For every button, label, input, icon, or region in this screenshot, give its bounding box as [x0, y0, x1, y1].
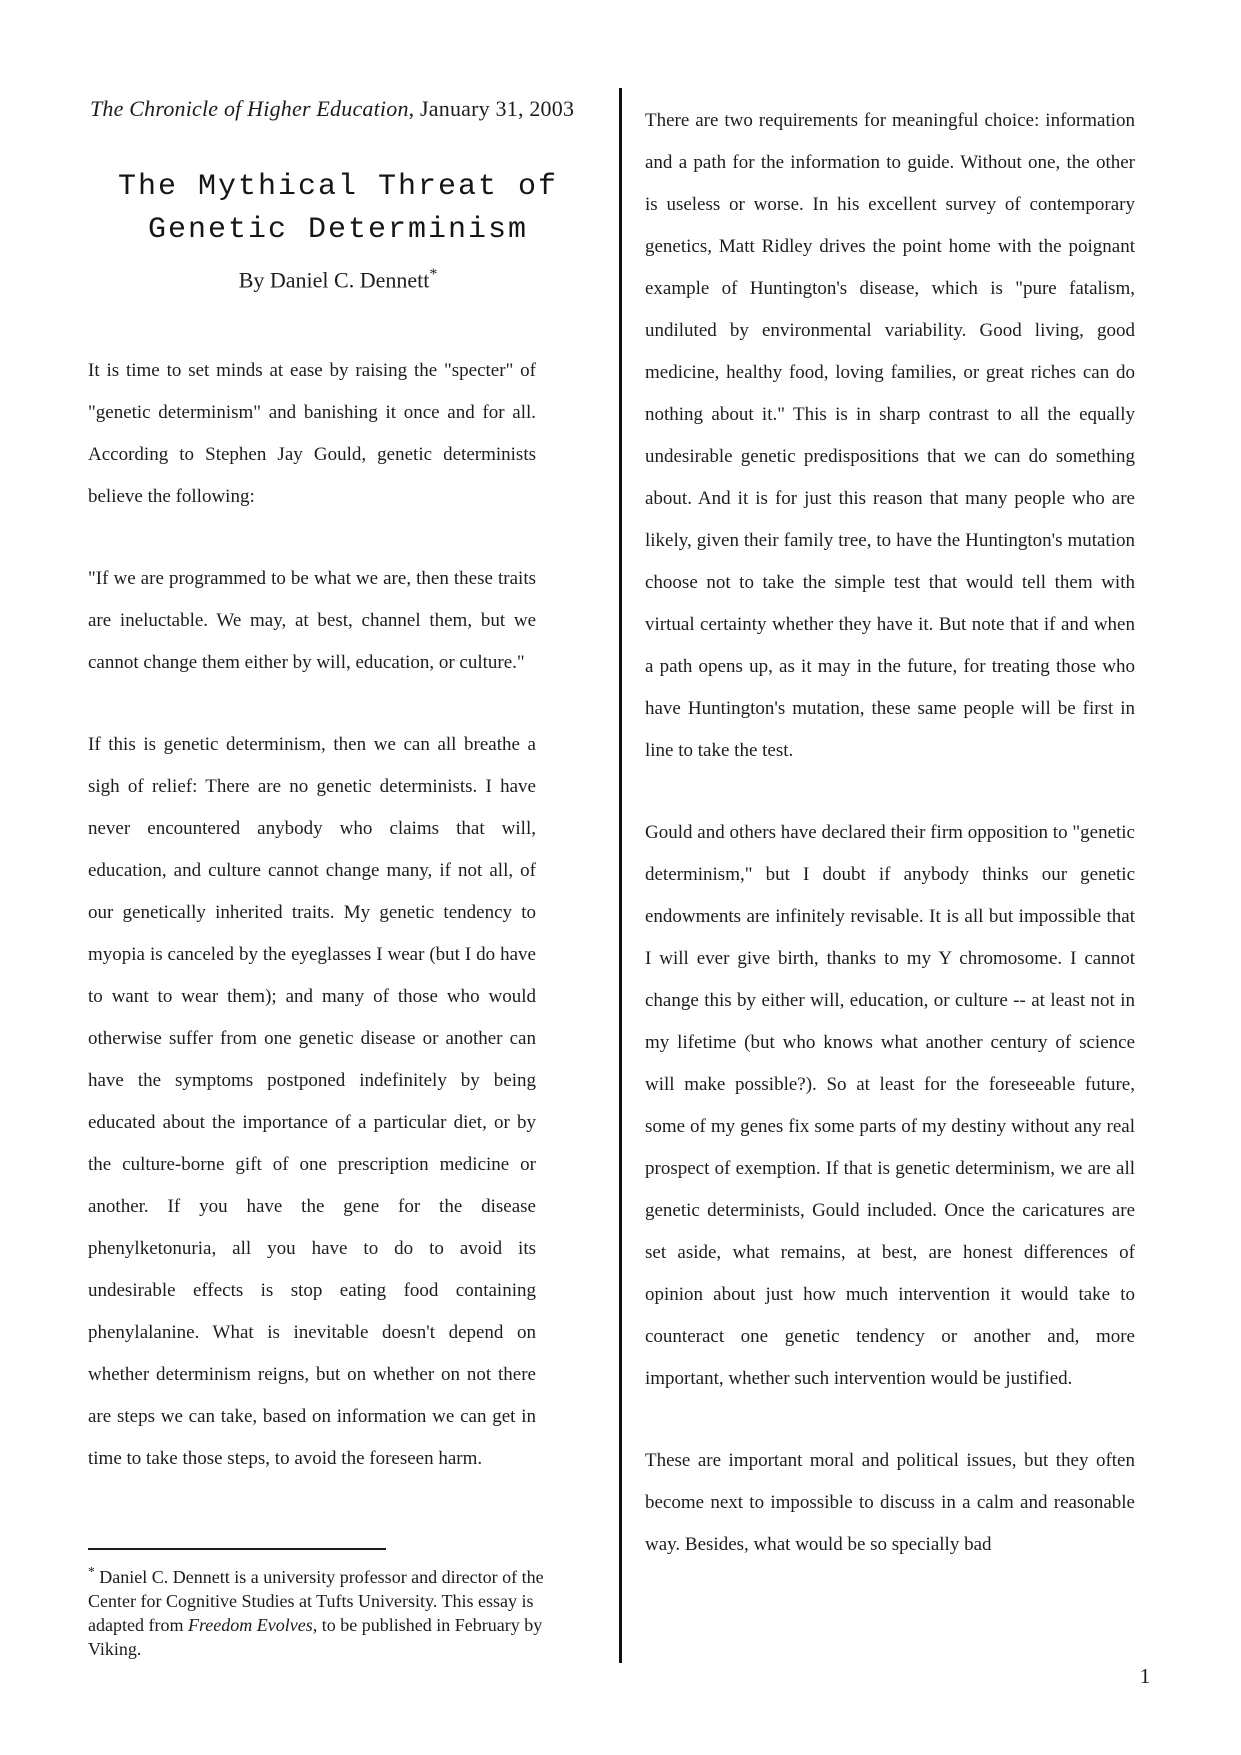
- publication-header: [90, 96, 574, 122]
- footnote-text-after-title: to be published in February by Viking.: [88, 1615, 543, 1659]
- paragraph-right-3: These are important moral and political issues, but they often become next to impossible to discuss in a calm and reasonable way. Besides, what would be so specially bad: [645, 1450, 1135, 1555]
- footnote-rule: [88, 1548, 386, 1550]
- publication-name: The Chronicle of Higher Education: [90, 96, 409, 121]
- right-column: [645, 100, 1135, 1566]
- footnote-book-title: Freedom Evolves,: [187, 1615, 318, 1635]
- footnote: [88, 1548, 566, 1661]
- left-column: [88, 350, 536, 1480]
- byline: [88, 266, 588, 293]
- paragraph-left-3: If this is genetic determinism, then we can all breathe a sigh of relief: There are no genetic determinists. I have never encountered anybody who claims that will, education, and culture cannot change many, if not all, of our genetically inherited traits. My genetic tendency to myopia is canceled by the eyeglasses I wear (but I do have to want to wear them); and many of those who would otherwise suffer from one genetic disease or another can have the symptoms postponed indefinitely by being educated about the importance of a particular diet, or by the culture-borne gift of one prescription medicine or another. If you have the gene for the disease phenylketonuria, all you have to do to avoid its undesirable effects is stop eating food containing phenylalanine. What is inevitable doesn't depend on whether determinism reigns, but on whether on not there are steps we can take, based on information we can get in time to take those steps, to avoid the foreseen harm.: [88, 734, 536, 1469]
- title-line-2: Genetic Determinism: [147, 213, 529, 247]
- footnote-text: [88, 1560, 566, 1661]
- paragraph-left-2: "If we are programmed to be what we are, then these traits are ineluctable. We may, at best, channel them, but we cannot change them either by will, education, or culture.": [88, 568, 536, 673]
- paragraph-right-1: There are two requirements for meaningful choice: information and a path for the information to guide. Without one, the other is useless or worse. In his excellent survey of contemporary genetics, Matt Ridley drives the point home with the poignant example of Huntington's disease, which is "pure fatalism, undiluted by environmental variability. Good living, good medicine, healthy food, loving families, or great riches can do nothing about it." This is in sharp contrast to all the equally undesirable genetic predispositions that we can do something about. And it is for just this reason that many people who are likely, given their family tree, to have the Huntington's mutation choose not to take the simple test that would tell them with virtual certainty whether they have it. But note that if and when a path opens up, as it may in the future, for treating those who have Huntington's mutation, these same people will be first in line to take the test.: [645, 110, 1135, 761]
- byline-text: By Daniel C. Dennett: [238, 267, 430, 293]
- footnote-mark: *: [88, 1564, 95, 1579]
- article-title: [88, 166, 588, 252]
- title-line-1: The Mythical Threat of: [117, 170, 559, 204]
- byline-footnote-mark: *: [429, 266, 438, 283]
- paragraph-right-2: Gould and others have declared their firm opposition to "genetic determinism," but I doubt if anybody thinks our genetic endowments are infinitely revisable. It is all but impossible that I will ever give birth, thanks to my Y chromosome. I cannot change this by either will, education, or culture -- at least not in my lifetime (but who knows what another century of science will make possible?). So at least for the foreseeable future, some of my genes fix some parts of my destiny without any real prospect of exemption. If that is genetic determinism, we are all genetic determinists, Gould included. Once the caricatures are set aside, what remains, at best, are honest differences of opinion about just how much intervention it would take to counteract one genetic tendency or another and, more important, whether such intervention would be justified.: [645, 822, 1135, 1389]
- column-divider-rule: [619, 88, 622, 1663]
- footnote-text-before-title: Daniel C. Dennett is a university professor and director of the Center for Cognitive Studies at Tufts University. This essay is adapted from: [88, 1567, 544, 1635]
- paragraph-left-1: It is time to set minds at ease by raising the "specter" of "genetic determinism" and banishing it once and for all. According to Stephen Jay Gould, genetic determinists believe the following:: [88, 360, 536, 507]
- page-number: 1: [1139, 1664, 1151, 1688]
- publication-date: , January 31, 2003: [408, 96, 575, 121]
